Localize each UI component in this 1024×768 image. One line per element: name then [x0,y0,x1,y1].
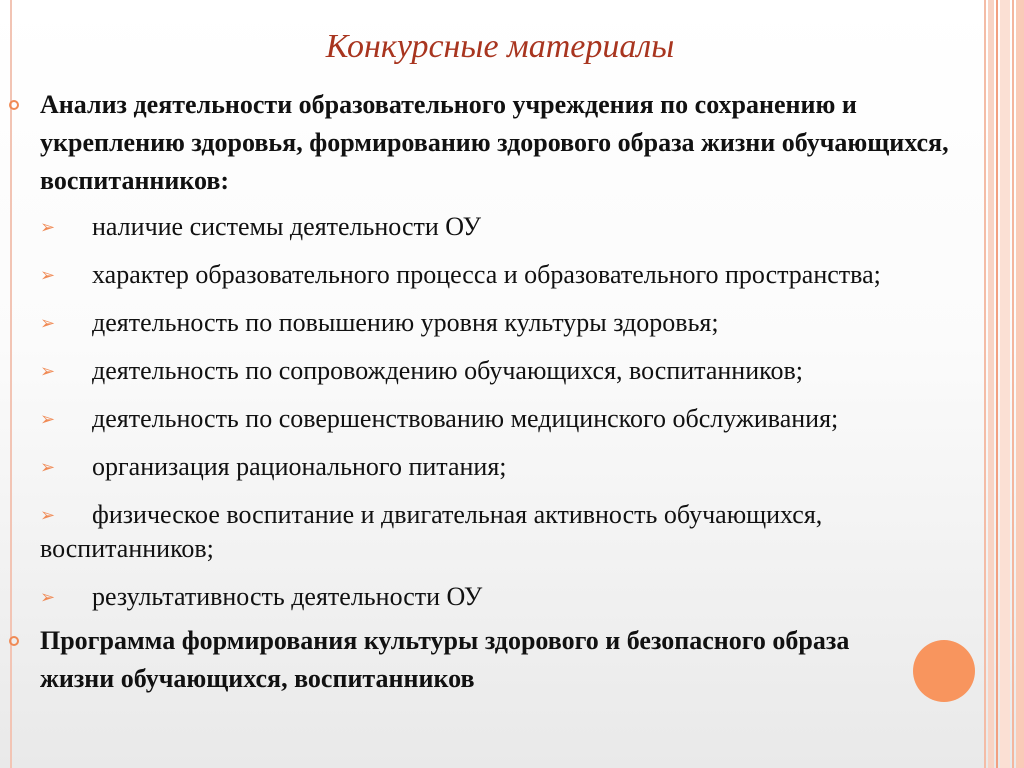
sub-item-text: физическое воспитание и двигательная активность обучающихся, воспитанников; [40,500,823,563]
stripe [1012,0,1014,768]
stripe [1000,0,1010,768]
sub-item-text: наличие системы деятельности ОУ [92,212,481,241]
arrow-bullet-icon: ➢ [40,361,56,381]
arrow-bullet-icon: ➢ [40,587,56,607]
sub-list-item [40,498,990,566]
sub-item-text: характер образовательного процесса и образовательного пространства; [92,260,881,289]
sub-item-text: результативность деятельности ОУ [92,582,483,611]
main-bullet-item [40,622,920,698]
sub-list-item [40,306,990,340]
main-bullet-item [40,86,990,200]
circle-bullet-icon [9,636,19,646]
arrow-bullet-icon: ➢ [40,505,56,525]
sub-item-text: деятельность по повышению уровня культуры здоровья; [92,308,719,337]
circle-bullet-icon [9,100,19,110]
sub-list-item [40,580,990,614]
sub-list-item [40,258,990,292]
slide-title: Конкурсные материалы [325,28,675,65]
slide-content [40,86,990,698]
sub-list-item [40,210,990,244]
arrow-bullet-icon: ➢ [40,217,56,237]
sub-list-item [40,402,990,436]
sub-bullet-list [40,210,990,614]
main-item-text: Анализ деятельности образовательного учреждения по сохранению и укреплению здоровья, формированию здорового образа жизни обучающихся, воспитанников: [40,90,949,195]
stripe [1016,0,1024,768]
arrow-bullet-icon: ➢ [40,457,56,477]
left-border-line [10,0,12,768]
sub-item-text: деятельность по сопровождению обучающихся, воспитанников; [92,356,803,385]
arrow-bullet-icon: ➢ [40,313,56,333]
sub-list-item [40,354,990,388]
sub-list-item [40,450,990,484]
sub-item-text: организация рационального питания; [92,452,507,481]
main-item-text: Программа формирования культуры здорового и безопасного образа жизни обучающихся, воспитанников [40,626,850,693]
arrow-bullet-icon: ➢ [40,265,56,285]
sub-item-text: деятельность по совершенствованию медицинского обслуживания; [92,404,839,433]
arrow-bullet-icon: ➢ [40,409,56,429]
stripe [996,0,998,768]
